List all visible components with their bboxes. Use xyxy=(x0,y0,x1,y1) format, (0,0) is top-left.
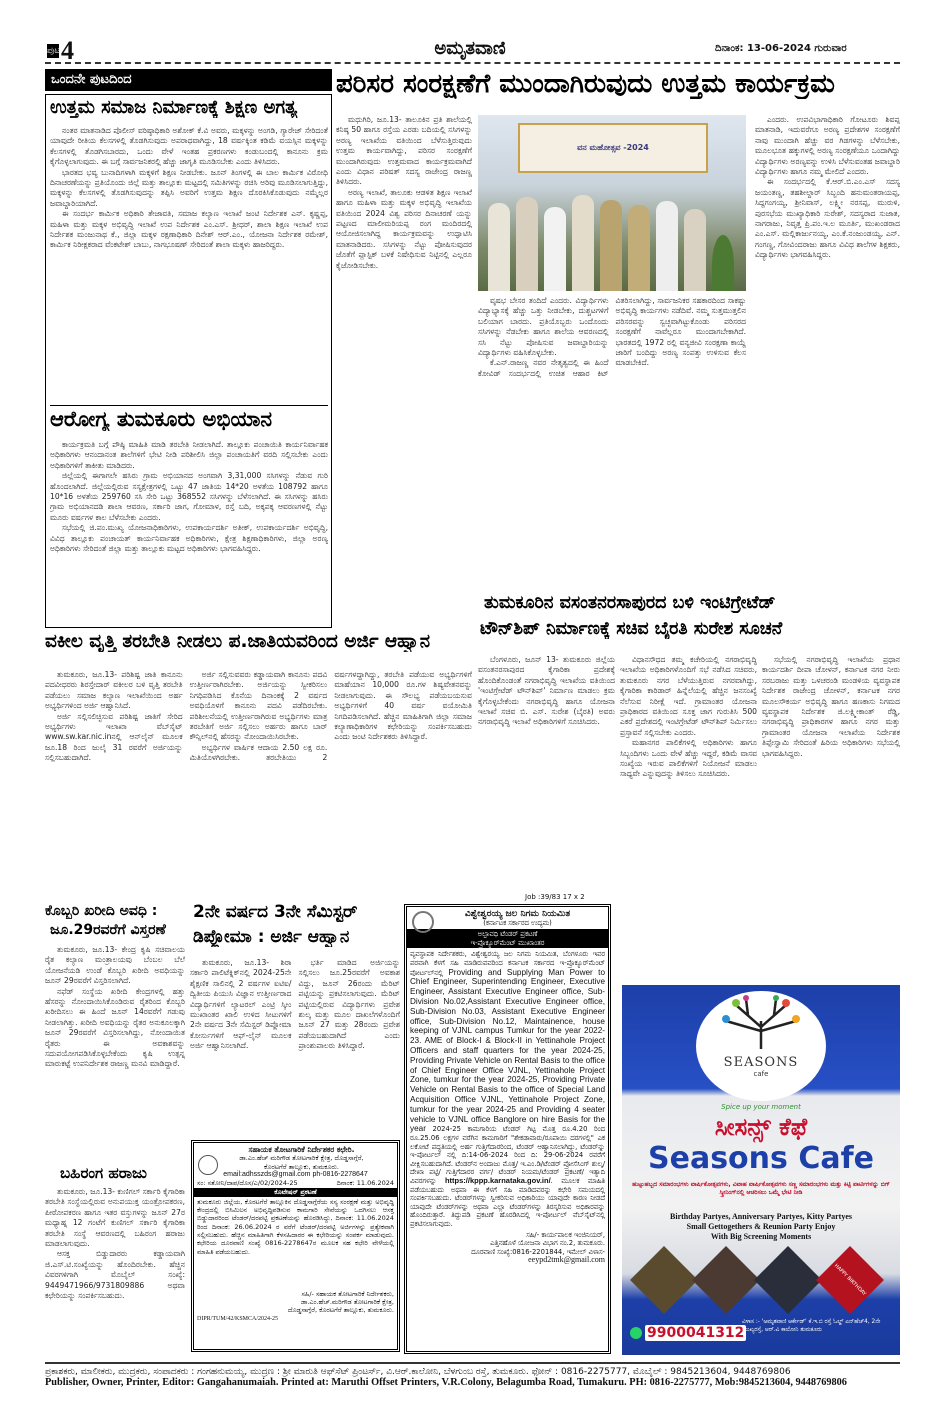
notice-signature: ಸಹಿ/- ಸಹಾಯಕ ತೋಟಗಾರಿಕೆ ನಿರ್ದೇಶಕರು, xyxy=(301,1289,394,1298)
photo-banner: ವನ ಮಹೋತ್ಸವ -2024 xyxy=(518,123,708,173)
tender-signature: ಸಹಿ/- ಕಾರ್ಯಪಾಲಕ ಇಂಜಿನಿಯರ್, xyxy=(526,1230,605,1239)
section-bar: ಒಂದನೇ ಪುಟದಿಂದ xyxy=(45,69,332,91)
article-headline: ಆರೋಗ್ಯ ತುಮಕೂರು ಅಭಿಯಾನ xyxy=(50,405,328,431)
tender-bar: ಅಲ್ಪಾವಧಿ ಟೆಂಡರ್ ಪ್ರಕಟಣೆ xyxy=(477,930,538,939)
notice-dipr: DIPR/TUM/42/KSMCA/2024-25 xyxy=(197,1315,279,1322)
article-headline: ತುಮಕೂರಿನ ವಸಂತನರಸಾಪುರದ ಬಳಿ ಇಂಟಿಗ್ರೇಟೆಡ್ xyxy=(484,594,776,613)
tender-org: ವಿಶ್ವೇಶ್ವರಯ್ಯ ಜಲ ನಿಗಮ ನಿಯಮಿತ xyxy=(464,909,571,919)
notice-date: ದಿನಾಂಕ: 11.06.2024 xyxy=(336,1179,394,1188)
tender-url[interactable]: https://kppp.karnataka.gov.in/ xyxy=(444,1176,551,1186)
tender-signature: ಎತ್ತಿನಹೊಳೆ ಯೋಜನಾ ವಿಭಾಗ ನಂ.2, ತುಮಕೂರು. xyxy=(490,1239,605,1248)
article-body: ಕಾರ್ಯಕ್ರಮತಿ ಬಗ್ಗೆ ಪೌಷ್ಠಿ ಮಾಹಿತಿ ಮಾಡಿ ತರಬೇತಿ ನೀಡಲಾಗಿದೆ. ತಾಲ್ಲೂಕು ಪಂಚಾಯಿತಿ ಕಾರ್ಯನಿರ್ವಾಹಕ ಅಧಿಕಾರಿಗಳು ಆನಂದಾನಂತ ಶಾಲೆಗಳಿಗೆ ಭೇಟಿ ನೀಡಿ ಪರಿಶೀಲಿಸಿ ಜಿಲ್ಲಾ ಪಂಚಾಯತಿಗೆ ವರದಿ ಸಲ್ಲಿಸಬೇಕು ಎಂದು ಅಧಿಕಾರಿಗಳಿಗೆ ತಾಕೀತು ಮಾಡಿದರು. ಜಿಲ್ಲೆಯಲ್ಲಿ ಈಗಾಗಲೇ ಹಸಿರು ಗ್ರಾಮ ಅಭಿಯಾನದ ಅಂಗವಾಗಿ 3,31,000 ಸಸಿಗಳನ್ನು ನೆಡುವ ಗುರಿ ಹೊಂದಲಾಗಿದೆ. ಜಿಲ್ಲೆಯಲ್ಲಿರುವ ಸಸ್ಯಕ್ಷೇತ್ರಗಳಲ್ಲಿ ಒಟ್ಟು 47 ಜಾತಿಯ 14*20 ಅಳತೆಯ 108792 ಹಾಗೂ 10*16 ಅಳತೆಯ 259760 ಸಸಿ ಸೇರಿ ಒಟ್ಟು 368552 ಸಸಿಗಳನ್ನು ಬೆಳೆಸಲಾಗಿದೆ. ಈ ಸಸಿಗಳನ್ನು ಹಸಿರು ಗ್ರಾಮ ಅಭಿಯಾನದಡಿ ಶಾಲಾ ಆವರಣ, ಸರ್ಕಾರಿ ಜಾಗ, ಗೋಮಾಳ, ರಸ್ತೆ ಬದಿ, ಅಕ್ಕಪಕ್ಕ ಆವರಣಗಳಲ್ಲಿ ನೆಟ್ಟು ಮೂರು ವರ್ಷಗಳ ಕಾಲ ಬೆಳೆಸಬೇಕು ಎಂದರು. ಸಭೆಯಲ್ಲಿ ಜಿ.ಪಂ.ಮುಖ್ಯ ಯೋಜನಾಧಿಕಾರಿಗಳು, ಉಪಕಾರ್ಯದರ್ಶಿ ಅತೀಕ್, ಉಪಕಾರ್ಯದರ್ಶಿ ಅಭಿವೃದ್ಧಿ, ವಿವಿಧ ತಾಲ್ಲೂಕು ಪಂಚಾಯತ್ ಕಾರ್ಯನಿರ್ವಾಹಕ ಅಧಿಕಾರಿಗಳು, ಕ್ಷೇತ್ರ ಶಿಕ್ಷಣಾಧಿಕಾರಿಗಳು, ಜಿಲ್ಲಾ ಅರಣ್ಯ ಅಧಿಕಾರಿಗಳು ಸೇರಿದಂತೆ ಜಿಲ್ಲಾ ಮತ್ತು ತಾಲ್ಲೂಕು ಮಟ್ಟದ ಅಧಿಕಾರಿಗಳು ಭಾಗವಹಿಸಿದ್ದರು. xyxy=(50,440,328,554)
article-headline: ಜೂ.29ರವರೆಗೆ ವಿಸ್ತರಣೆ xyxy=(50,923,166,938)
notice-body: ತುಮಕೂರು ಜಿಲ್ಲೆಯ, ಕೊರಟಗೆರೆ ತಾಲ್ಲೂಕಿನ ದೊಡ್ಡಸಾಗ್ಗೆರೆಯ ಸಸ್ಯ ಸಂರಕ್ಷಣೆ ಮತ್ತು ಅಭಿವೃದ್ಧಿ ಕೇಂದ್ರದಲ್ಲಿ ಬಿಸಿಮಿಲನ ಅಭಿವೃದ್ಧಿಪಡಿಸುವ ಕಾಮಗಾರಿ ಸೇವೆಯನ್ನು ಒದಗಿಸಲು ಆಸಕ್ತ ಬಿಡ್ಡುದಾರರಿಂದ ಟೆಂಡರ್/ದರಪಟ್ಟಿ ಪ್ರಕಟಣೆಯನ್ನು ಹೊರಡಿಸಿದ್ದು, ದಿನಾಂಕ: 11.06.2024 ರಿಂದ ದಿನಾಂಕ: 26.06.2024 ರ ವರೆಗೆ ಟೆಂಡರ್/ದರಪಟ್ಟಿ ಅರ್ಜಿಗಳನ್ನು ಪ್ರತ್ಯೇಕವಾಗಿ ಸಲ್ಲಿಸಬಹುದು. ಹೆಚ್ಚಿನ ಮಾಹಿತಿಗಾಗಿ ಕೆಳಸಹಿದಾರರ ಈ ಕಛೇರಿಯನ್ನು ಸಂಪರ್ಕ ಮಾಡುವುದು. ಕಛೇರಿಯ ದೂರವಾಣಿ ಸಂಖ್ಯೆ 0816-2278647ರ ಮೂಲಕ ಸಹ ಕಛೇರಿ ವೇಳೆಯಲ್ಲಿ ಮಾಹಿತಿ ಪಡೆಯಬಹುದು. xyxy=(197,1197,394,1256)
notice-address: ಕೊರಟಗೆರೆ ತಾಲ್ಲೂಕು, ತುಮಕೂರು. xyxy=(264,1162,339,1171)
article-body: ತುಮಕೂರು, ಜೂ.13- ಕೇಂದ್ರ ಕೃಷಿ ಸಚಿವಾಲಯ ರೈತ ಕಲ್ಯಾಣ ಮಂತ್ರಾಲಯವು ಬೆಂಬಲ ಬೆಲೆ ಯೋಜನೆಯಡಿ ಉಂಡೆ ಕೊಬ್ಬರಿ ಖರೀದಿ ಅವಧಿಯನ್ನು ಜೂನ್ 29ರವರೆಗೆ ವಿಸ್ತರಿಸಲಾಗಿದೆ. ನಫೆಡ್ ಸಂಸ್ಥೆಯ ಖರೀದಿ ಕೇಂದ್ರಗಳಲ್ಲಿ ಹತ್ತು ಹೆಸರನ್ನು ನೋಂದಾಯಿಸಿಕೊಂಡಿರುವ ರೈತರಿಂದ ಕೊಬ್ಬರಿ ಖರೀದಿಸಲು ಈ ಹಿಂದೆ ಜೂನ್ 14ರವರೆಗೆ ಗಡುವು ನೀಡಲಾಗಿತ್ತು. ಖರೀದಿ ಅವಧಿಯನ್ನು ರೈತರ ಅನುಕೂಲಕ್ಕಾಗಿ ಜೂನ್ 29ರವರೆಗೆ ವಿಸ್ತರಿಸಲಾಗಿದ್ದು, ನೋಂದಾಯಿತ ರೈತರು ಈ ಅವಕಾಶವನ್ನು ಸದುಪಯೋಗಪಡಿಸಿಕೊಳ್ಳಬೇಕೆಂದು ಕೃಷಿ ಉತ್ಪನ್ನ ಮಾರುಕಟ್ಟೆ ಉಪನಿರ್ದೇಶಕ ರಾಜಣ್ಣ ಮನವಿ ಮಾಡಿದ್ದಾರೆ. xyxy=(45,945,185,1069)
issue-date: ದಿನಾಂಕ: 13-06-2024 ಗುರುವಾರ xyxy=(715,43,847,54)
article-body: ತುಮಕೂರು, ಜೂ.13- ಶಿರಾ ಸರ್ಕಾರಿ ಪಾಲಿಟೆಕ್ನಿಕ್‌ನಲ್ಲಿ 2024-25ನೇ ಶೈಕ್ಷಣಿಕ ಸಾಲಿನಲ್ಲಿ 2 ವರ್ಷಗಳ ಐಟಿಐ/ದ್ವಿತೀಯ ಪಿಯುಸಿ ವಿಜ್ಞಾನ ಉತ್ತೀರ್ಣರಾದ ವಿದ್ಯಾರ್ಥಿಗಳಿಗೆ ಲ್ಯಾಟರಲ್ ಎಂಟ್ರಿ ಸ್ಕೀಂ ಮುಖಾಂತರ ಖಾಲಿ ಉಳಿದ ಸೀಟುಗಳಿಗೆ 2ನೇ ವರ್ಷದ 3ನೇ ಸೆಮಿಸ್ಟರ್ ಡಿಪ್ಲೋಮಾ ಕೋರ್ಸುಗಳಿಗೆ ಆಫ್‌-ಲೈನ್ ಮೂಲಕ ಅರ್ಜಿ ಆಹ್ವಾನಿಸಲಾಗಿದೆ. ಭರ್ತಿ ಮಾಡಿದ ಅರ್ಜಿಯನ್ನು ಸಲ್ಲಿಸಲು ಜೂ.25ರವರೆಗೆ ಅವಕಾಶ ವಿದ್ದು, ಜೂನ್ 26ರಂದು ಮೆರಿಟ್ ಪಟ್ಟಿಯನ್ನು ಪ್ರಕಟಿಸಲಾಗುವುದು. ಮೆರಿಟ್ ಪಟ್ಟಿಯಲ್ಲಿರುವ ವಿದ್ಯಾರ್ಥಿಗಳು ಪ್ರವೇಶ ಶುಲ್ಕ ಮತ್ತು ಮೂಲ ದಾಖಲೆಗಳೊಂದಿಗೆ ಜೂನ್ 27 ಮತ್ತು 28ರಂದು ಪ್ರವೇಶ ಪಡೆಯಬಹುದಾಗಿದೆ ಎಂದು ಪ್ರಾಂಶುಪಾಲರು ತಿಳಿಸಿದ್ದಾರೆ. xyxy=(190,958,400,1051)
article-headline: ಟೌನ್‌ಶಿಪ್ ನಿರ್ಮಾಣಕ್ಕೆ ಸಚಿವ ಬೈರತಿ ಸುರೇಶ ಸೂಚನೆ xyxy=(480,620,783,639)
whatsapp-icon xyxy=(630,1327,642,1339)
ad-tagline: Spice up your moment xyxy=(721,1103,801,1111)
ad-phone: 9900041312 xyxy=(630,1325,746,1341)
notice-bar: ಕೊಟೇಷನ್ ಪ್ರಕಟಣೆ xyxy=(194,1188,397,1196)
tender-notice xyxy=(404,904,611,1354)
birthday-banner: HAPPY BIRTHDAY xyxy=(816,1246,884,1314)
article-headline: ವಕೀಲ ವೃತ್ತಿ ತರಬೇತಿ ನೀಡಲು ಪ.ಜಾತಿಯವರಿಂದ ಅರ್ಜಿ ಆಹ್ವಾನ xyxy=(45,632,431,652)
article-body: ಸಭೆಯಲ್ಲಿ ನಗರಾಭಿವೃದ್ಧಿ ಇಲಾಖೆಯ ಪ್ರಧಾನ ಕಾರ್ಯದರ್ಶಿ ದೀಪಾ ಚೋಳನ್, ಕರ್ನಾಟಕ ನಗರ ನೀರು ಸರಬರಾಜು ಮತ್ತು ಒಳಚರಂಡಿ ಮಂಡಳಿಯ ವ್ಯವಸ್ಥಾಪಕ ನಿರ್ದೇಶಕ ರಾಜೇಂದ್ರ ಚೋಳನ್, ಕರ್ನಾಟಕ ನಗರ ಮೂಲಸೌಕರ್ಯ ಅಭಿವೃದ್ಧಿ ಹಾಗೂ ಹಣಕಾಸು ನಿಗಮದ ವ್ಯವಸ್ಥಾಪಕ ನಿರ್ದೇಶಕ ಜಿ.ಲಕ್ಷ್ಮೀಕಾಂತ್ ರೆಡ್ಡಿ, ನಗರಾಭಿವೃದ್ಧಿ ಪ್ರಾಧಿಕಾರಗಳ ಹಾಗೂ ನಗರ ಮತ್ತು ಗ್ರಾಮಾಂತರ ಯೋಜನಾ ಇಲಾಖೆಯ ನಿರ್ದೇಶಕ ತಿಪ್ಪೇಸ್ವಾಮಿ ಸೇರಿದಂತೆ ಹಿರಿಯ ಅಧಿಕಾರಿಗಳು ಸಭೆಯಲ್ಲಿ ಭಾಗವಹಿಸಿದ್ದರು. xyxy=(762,655,900,758)
imprint-english: Publisher, Owner, Printer, Editor: Gangahanumaiah. Printed at: Maruthi Offset Printers, V.R.Colony, Belagumba Road, Tumakuru. PH: 0816-2275777, Mob:9845213604, 9448769806 xyxy=(45,1377,847,1388)
masthead: ಅಮೃತವಾಣಿ xyxy=(434,38,506,59)
imprint-footer xyxy=(45,1362,900,1388)
article-body: ತುಮಕೂರು, ಜೂ.13- ಕುಣಿಗಲ್ ಸರ್ಕಾರಿ ಕೈಗಾರಿಕಾ ತರಬೇತಿ ಸಂಸ್ಥೆಯಲ್ಲಿರುವ ಅನುಪಯುಕ್ತ ಯಂತ್ರೋಪಕರಣ, ಪೀಠೋಪಕರಣ ಹಾಗೂ ಇತರ ವಸ್ತುಗಳನ್ನು ಜೂನ್ 27ರ ಮಧ್ಯಾಹ್ನ 12 ಗಂಟೆಗೆ ಕುಣಿಗಲ್ ಸರ್ಕಾರಿ ಕೈಗಾರಿಕಾ ತರಬೇತಿ ಸಂಸ್ಥೆ ಆವರಣದಲ್ಲಿ ಬಹಿರಂಗ ಹರಾಜು ಮಾಡಲಾಗುವುದು. ಆಸಕ್ತ ಬಿಡ್ಡುದಾರರು ಕಡ್ಡಾಯವಾಗಿ ಜಿ.ಎಸ್.ಟಿ.ಸಂಖ್ಯೆಯನ್ನು ಹೊಂದಿರಬೇಕು. ಹೆಚ್ಚಿನ ವಿವರಗಳಿಗಾಗಿ ಮೊಬೈಲ್ ಸಂಖ್ಯೆ: 9449471966/9731809886 ಅಥವಾ ಕಛೇರಿಯನ್ನು ಸಂಪರ್ಕಿಸಬಹುದು. xyxy=(45,1187,185,1301)
tender-sub: (ಕರ್ನಾಟಕ ಸರ್ಕಾರದ ಉದ್ಯಮ) xyxy=(483,918,552,927)
article-body: ವೃಷಭ ಬೇಸರ ತಂದಿದೆ ಎಂದರು. ವಿದ್ಯಾರ್ಥಿಗಳು ವಿದ್ಯಾಭ್ಯಾಸಕ್ಕೆ ಹೆಚ್ಚು ಒತ್ತು ನೀಡಬೇಕು, ದುಶ್ಚಟಗಳಿಗೆ ಬಲಿಯಾಗ ಬಾರದು. ಪ್ರತಿಯೊಬ್ಬರು ಒಂದೊಂದು ಸಸಿಗಳನ್ನು ನೆಡಬೇಕು ಹಾಗೂ ಶಾಲೆಯ ಆವರಣದಲ್ಲಿ ಸಸಿ ನೆಟ್ಟು ಪೋಷಿಸುವ ಜವಾಬ್ದಾರಿಯನ್ನು ವಿದ್ಯಾರ್ಥಿಗಳು ವಹಿಸಿಕೊಳ್ಳಬೇಕು. ಕೆ.ಎನ್.ರಾಜಣ್ಣ ನವರ ನೇತೃತ್ವದಲ್ಲಿ ಈ ಹಿಂದೆ ಕೋವಿಡ್ ಸಂದರ್ಭದಲ್ಲಿ ಉಚಿತ ಆಹಾರ ಕಿಟ್ ವಿತರಿಸಲಾಗಿದ್ದು, ಸಾರ್ವಜನಿಕರ ಸಹಕಾರದಿಂದ ಸಾಕಷ್ಟು ಅಭಿವೃದ್ಧಿ ಕಾರ್ಯಗಳು ನಡೆದಿವೆ. ನಮ್ಮ ಸುತ್ತಮುತ್ತಲಿನ ಪರಿಸರವನ್ನು ಸ್ವಚ್ಛವಾಗಿಟ್ಟುಕೊಂಡು ಪರಿಸರದ ಸಂರಕ್ಷಣೆಗೆ ನಾವೆಲ್ಲರೂ ಮುಂದಾಗಬೇಕಾಗಿದೆ. ಭಾರತದಲ್ಲಿ 1972 ರಲ್ಲಿ ವನ್ಯಜೀವಿ ಸಂರಕ್ಷಣಾ ಕಾಯ್ದೆ ಜಾರಿಗೆ ಬಂದಿದ್ದು ಅರಣ್ಯ ಸಂಪತ್ತು ಉಳಿಸುವ ಕೆಲಸ ಮಾಡಬೇಕಿದೆ. xyxy=(478,296,746,378)
cafe-logo: SEASONS cafe xyxy=(696,991,826,1101)
ad-address: ವಿಳಾಸ :- 'ಅಮೃತವಾಣಿ ಆರ್ಕೇಡ್' ಕೆ.ಇ.ಬಿ ರಸ್ತೆ ಓಲ್ಡ್ ಎನ್‌ಹೆಚ್4, 2ನೇ ಮುಖ್ಯರಸ್ತೆ, ಆರ್.ವಿ ಕಾಲೋನಿ ತುಮಕೂರು xyxy=(742,1319,881,1333)
article-headline: ಡಿಪ್ಲೋಮಾ : ಅರ್ಜಿ ಆಹ್ವಾನ xyxy=(193,928,350,947)
page-label: ಪುಟ xyxy=(47,46,61,56)
article-headline: ಬಹಿರಂಗ ಹರಾಜು xyxy=(60,1165,147,1182)
tree-icon xyxy=(696,991,826,1051)
ad-name-kannada: ಸೀಸನ್ಸ್ ಕೆಫೆ xyxy=(714,1113,808,1141)
article-headline: 2ನೇ ವರ್ಷದ 3ನೇ ಸೆಮಿಸ್ಟರ್ xyxy=(193,903,358,922)
notice-signature: ಡಾ.ಎಂ.ಹೆಚ್.ಮರಿಗೌಡ ತೋಟಗಾರಿಕೆ ಕ್ಷೇತ್ರ, xyxy=(300,1298,394,1307)
notice-ref: ಸಂ: ಸತೋನಿ/ದಾಪ/ದೊಸ/ಎ/02/2024-25 xyxy=(197,1179,298,1188)
vjnl-logo-icon xyxy=(412,911,434,933)
article-headline: ಕೊಬ್ಬರಿ ಖರೀದಿ ಅವಧಿ : xyxy=(45,904,158,919)
tender-signature: ದೂರವಾಣಿ ಸಂಖ್ಯೆ:0816-2201844, ಇಮೇಲ್ ವಿಳಾಸ- xyxy=(471,1247,605,1256)
tender-body: 2024-25 ಕಾಮಗಾರಿಯ ಟೆಂಡರ್ ಗಿಟ್ಟ ಮೊತ್ತ ರೂ.4.20 ರಿಂದ ರೂ.25.06 ಲಕ್ಷಗಳ ವರೆಗಿನ ಕಾಮಗಾರಿಗೆ "ಶೇಕಡಾವಾರು/ರೂಪಾಯಿ ದರಗಳಲ್ಲಿ" ಎಕ ಲಕೋಟೆ ಪದ್ಧತಿಯಲ್ಲಿ ಅರ್ಹ ಗುತ್ತಿಗೆದಾರರಿಂದ, ಟೆಂಡರ್ ಆಹ್ವಾನಿಸಲಾಗಿದ್ದು, ಟೆಂಡರ್‌ನ್ನು ಇ-ಪೋರ್ಟಲ್ ನಲ್ಲಿ ದಿ:14-06-2024 ರಿಂದ ದಿ: 29-06-2024 ರವರೆಗೆ ವೀಕ್ಷಿಸಬಹುದಾಗಿದೆ. ಟೆಂಡರ್‌ನ ಅಂದಾಜು ಮೊತ್ತ/ ಇ.ಎಂ.ಡಿ/ಟೆಂಡರ್ ಪ್ರೋಸೆಸಿಂಗ್ ಶುಲ್ಕ/ದೇಖಾ ಪಟ್ಟಿ/ ಗುತ್ತಿಗೆದಾರರ ವರ್ಗ/ ಟೆಂಡರ್ ನಿಯಮ/ಟೆಂಡರ್ ಪ್ರಕಟಣೆ/ ಇತ್ಯಾದಿ ವಿವರಗಳನ್ನು xyxy=(410,1125,605,1186)
tender-email: eeypd2tmk@gmail.com xyxy=(528,1255,605,1265)
header-divider xyxy=(45,62,900,64)
article-body: ನಂತರ ಮಾತನಾಡಿದ ಪೊಲೀಸ್ ವರಿಷ್ಠಾಧಿಕಾರಿ ಅಶೋಕ್ ಕೆ.ವಿ ಅವರು, ಮಕ್ಕಳನ್ನು ಅಂಗಡಿ, ಗ್ಯಾರೇಜ್ ಸೇರಿದಂತೆ ಯಾವುದೇ ರೀತಿಯ ಕೆಲಸಗಳಲ್ಲಿ ತೊಡಗಿಸುವುದು ಅಪರಾಧವಾಗಿದ್ದು, 18 ವರ್ಷಕ್ಕಿಂತ ಕಡಿಮೆ ವಯಸ್ಸಿನ ಮಕ್ಕಳನ್ನು ಕೆಲಸಗಳಲ್ಲಿ ತೊಡಗಿಸಬಾರದು, ಒಂದು ವೇಳೆ ಇಂತಹ ಪ್ರಕರಣಗಳು ಕಂಡುಬಂದಲ್ಲಿ ಕಾನೂನು ಕ್ರಮ ಕೈಗೊಳ್ಳಲಾಗುವುದು. ಈ ಬಗ್ಗೆ ಸಾರ್ವಜನಿಕರಲ್ಲಿ ಹೆಚ್ಚು ಜಾಗೃತಿ ಮೂಡಿಸಬೇಕು ಎಂದು ತಿಳಿಸಿದರು. ಭಾರತದ ಭವ್ಯ ಬುನಾದಿಗಳಾಗಿ ಮಕ್ಕಳಿಗೆ ಶಿಕ್ಷಣ ನೀಡಬೇಕು. ಜೂನ್ ತಿಂಗಳಲ್ಲಿ ಈ ಬಾಲ ಕಾರ್ಮಿಕ ವಿರೋಧಿ ದಿನಾಚರಣೆಯನ್ನು ಪ್ರತಿಯೊಂದು ಜಿಲ್ಲೆ ಮತ್ತು ತಾಲ್ಲೂಕು ಮಟ್ಟದಲ್ಲಿ ಸಮಿತಿಗಳನ್ನು ರಚಿಸಿ ಅರಿವು ಮೂಡಿಸಲಾಗುತ್ತಿದ್ದು, ಮಕ್ಕಳನ್ನು ಕೆಲಸಗಳಲ್ಲಿ ತೊಡಗಿಸುವುದನ್ನು ತಪ್ಪಿಸಿ ಅವರಿಗೆ ಉತ್ತಮ ಶಿಕ್ಷಣ ದೊರಕಿಸಿಕೊಡುವುದು ನಮ್ಮೆಲ್ಲರ ಜವಾಬ್ದಾರಿಯಾಗಿದೆ. ಈ ಸಂದರ್ಭ ಕಾರ್ಮಿಕ ಅಧಿಕಾರಿ ತೇಜಾವತಿ, ಸಮಾಜ ಕಲ್ಯಾಣ ಇಲಾಖೆ ಜಂಟಿ ನಿರ್ದೇಶಕ ಎನ್. ಕೃಷ್ಣಪ್ಪ, ಮಹಿಳಾ ಮತ್ತು ಮಕ್ಕಳ ಅಭಿವೃದ್ಧಿ ಇಲಾಖೆ ಉಪ ನಿರ್ದೇಶಕ ಎಂ.ಎಸ್. ಶ್ರೀಧರ್, ಶಾಲಾ ಶಿಕ್ಷಣ ಇಲಾಖೆ ಉಪ ನಿರ್ದೇಶಕ ಮಂಜುನಾಥ ಕೆ., ಜಿಲ್ಲಾ ಮಕ್ಕಳ ರಕ್ಷಣಾಧಿಕಾರಿ ದಿನೇಶ್ ಆರ್.ಎಂ., ಯೋಜನಾ ನಿರ್ದೇಶಕ ರಮೇಶ್, ಕಾರ್ಮಿಕ ನಿರೀಕ್ಷಕರಾದ ವೆಂಕಟೇಶ್ ಬಾಬು, ನಾಗಭೂಷಣ್ ಸೇರಿದಂತೆ ಶಾಲಾ ಮಕ್ಕಳು ಹಾಜರಿದ್ದರು. xyxy=(50,126,328,250)
job-reference: Job :39/83 17 x 2 xyxy=(525,893,585,901)
ad-desc-english: With Big Screening Moments xyxy=(710,1232,812,1241)
govt-emblem-icon xyxy=(198,1155,218,1175)
notice-signature: ದೊಡ್ಡಸಾಗ್ಗೆರೆ, ಕೊರಟಗೆರೆ ತಾಲ್ಲೂಕು, ತುಮಕೂರು. xyxy=(287,1306,394,1315)
ad-photo-strip xyxy=(632,1250,890,1315)
notice-org: ಸಹಾಯಕ ತೋಟಗಾರಿಕೆ ನಿರ್ದೇಶಕರ ಕಛೇರಿ. xyxy=(248,1145,355,1154)
main-headline: ಪರಿಸರ ಸಂರಕ್ಷಣೆಗೆ ಮುಂದಾಗಿರುವುದು ಉತ್ತಮ ಕಾರ್ಯಕ್ರಮ xyxy=(336,70,835,99)
tender-intro: ವ್ಯವಸ್ಥಾಪಕ ನಿರ್ದೇಶಕರು, ವಿಶ್ವೇಶ್ವರಯ್ಯ ಜಲ ನಿಗಮ ನಿಯಮಿತ, ಬೆಂಗಳೂರು ಇವರ ಪರವಾಗಿ ಕೆಳಗೆ ಸಹಿ ಮಾಡಿರುವವರಿಂದ ಕರ್ನಾಟಕ ಸರ್ಕಾರದ ಇ-ಪ್ರೊಕ್ಯೂರ್‌ಮೆಂಟ್ ಪೋರ್ಟಲ್‌ನಲ್ಲಿ xyxy=(410,950,605,977)
article-body: ವಿಧಾನಸೌಧದ ತಮ್ಮ ಕಚೇರಿಯಲ್ಲಿ ನಗರಾಭಿವೃದ್ಧಿ ಇಲಾಖೆಯ ಅಧಿಕಾರಿಗಳೊಂದಿಗೆ ಸಭೆ ನಡೆಸಿದ ಸಚಿವರು, ತುಮಕೂರು ನಗರ ಬೆಳೆಯುತ್ತಿರುವ ನಗರವಾಗಿದ್ದು, ಕೈಗಾರಿಕಾ ಕಾರಿಡಾರ್ ಹಿನ್ನೆಲೆಯಲ್ಲಿ ಹೆಚ್ಚಿನ ಜನಸಂಖ್ಯೆ ನೆಲೆಸುವ ನಿರೀಕ್ಷೆ ಇದೆ. ಗ್ರಾಮಾಂತರ ಯೋಜನಾ ಪ್ರಾಧಿಕಾರದ ವತಿಯಿಂದ ಸೂಕ್ತ ಜಾಗ ಗುರುತಿಸಿ 500 ಎಕರೆ ಪ್ರದೇಶದಲ್ಲಿ ಇಂಟಿಗ್ರೇಟೆಡ್ ಟೌನ್‌ಶಿಪ್ ನಿರ್ಮಿಸಲು ಪ್ರಸ್ತಾವನೆ ಸಲ್ಲಿಸಬೇಕು ಎಂದರು. ಮಹಾನಗರ ಪಾಲಿಕೆಗಳಲ್ಲಿ ಅಧಿಕಾರಿಗಳು ಹಾಗೂ ಸಿಬ್ಬಂದಿಗಳು ಒಂದು ವೇಳೆ ಹೆಚ್ಚು ಇದ್ದರೆ, ಕಡಿಮೆ ವಾಸವ ಸಂಖ್ಯೆಯ ಇರುವ ಪಾಲಿಕೆಗಳಿಗೆ ನಿಯೋಜನೆ ಮಾಡಲು ಸಾಧ್ಯವೇ ಎನ್ನುವುದನ್ನು ತಿಳಿಸಲು ಸೂಚಿಸಿದರು. xyxy=(620,655,757,779)
event-photo xyxy=(478,115,746,291)
quotation-notice xyxy=(191,1140,400,1352)
ad-name-english: Seasons Cafe xyxy=(648,1141,874,1176)
article-body: ಎಂದರು. ಉಪವಿಭಾಗಾಧಿಕಾರಿ ಗೋಟೂರು ಶಿವಪ್ಪ ಮಾತನಾಡಿ, ಇದುವರೆಗೂ ಅರಣ್ಯ ಪ್ರದೇಶಗಳ ಸಂರಕ್ಷಣೆಗೆ ನಾವು ಮುಂದಾಗಿ ಹೆಚ್ಚು ವರ ಗಿಡಗಳನ್ನು ಬೆಳೆಸಬೇಕು, ಮೂಲಭೂತ ಹಕ್ಕುಗಳಲ್ಲಿ ಅರಣ್ಯ ಸಂರಕ್ಷಣೆಯೂ ಒಂದಾಗಿದ್ದು ವಿದ್ಯಾರ್ಥಿಗಳು ಅರಣ್ಯವನ್ನು ಉಳಿಸಿ ಬೆಳೆಸುವಂತಹ ಜವಾಬ್ದಾರಿ ವಿದ್ಯಾರ್ಥಿಗಳು ಹಾಗೂ ನಮ್ಮ ಮೇಲಿದೆ ಎಂದರು. ಈ ಸಂದರ್ಭದಲ್ಲಿ ಕೆ.ಆರ್.ಬಿ.ಎಂ.ಎಸ್ ಸದಸ್ಯ ಜಯಂತಣ್ಣ, ತಹಶೀಲ್ದಾರ್ ಸಿಬ್ಬಂದಿ ಹನುಮಂತರಾಯಪ್ಪ, ಸಿದ್ದಗಂಗಯ್ಯ, ಶ್ರೀನಿವಾಸ್, ಲಕ್ಷ್ಮೀ ನರಸಪ್ಪ, ಮುರುಳಿ, ಪುರಸಭೆಯ ಮುಖ್ಯಾಧಿಕಾರಿ ಸುರೇಶ್, ಸದಸ್ಯರಾದ ಸುಜಾತ, ನಾಗರಾಜು, ನಿವೃತ್ತ ಪ್ರಿ.ಪಂ.ಇ.ಲ ಮೂರ್ತಿ, ಮುಖಂಡರಾದ ಎಂ.ಎಸ್. ಮಲ್ಲಿಕಾರ್ಜುನಯ್ಯ, ಎಂ.ಕೆ.ನಂಜುಂಡಯ್ಯ, ಎನ್. ಗಂಗಣ್ಣ, ಗೋವಿಂದರಾಜು ಹಾಗೂ ವಿವಿಧ ಶಾಲೆಗಳ ಶಿಕ್ಷಕರು, ವಿದ್ಯಾರ್ಥಿಗಳು ಭಾಗವಹಿಸಿದ್ದರು. xyxy=(755,115,900,260)
tender-works: Providing and Supplying Man Power to Chief Engineer, Superintending Engineer, Executive Engineer, Assistant Executive Engineer office, Sub-Division No.02,Assistant Executive Engineer office, Sub-Division No.03, Assistant Executive Engineer office, Sub-Division No.12, Maintainence, house keeping of VJNL campus Tumkur for the year 2022-23. AME of Block-I & Block-II in Yettinahole Project Officers and staff quarters for the year 2024-25, Providing Private Vehicle on Rental Basis to the office of Chief Engineer Office VJNL, Yettinahole Project Zone, tumkur for the year 2024-25, Providing Private Vehicle on Rental Basis to the office of Special Land Acquisition Office VJNL, Yettinahole Project Zone, tumkur for the year 2024-25 and Providing 4 seater vehicle to VJNL office Banglore on hire Basis for the year xyxy=(410,967,605,1134)
notice-address: ಡಾ.ಎಂ.ಹೆಚ್ ಮರಿಗೌಡ ತೋಟಗಾರಿಕೆ ಕ್ಷೇತ್ರ, ದೊಡ್ಡಸಾಗ್ಗೆರೆ, xyxy=(239,1154,364,1163)
imprint-kannada: ಪ್ರಕಾಶಕರು, ಮಾಲೀಕರು, ಮುದ್ರಕರು, ಸಂಪಾದಕರು : ಗಂಗಹನುಮಯ್ಯ, ಮುದ್ರಣ : ಶ್ರೀ ಮಾರುತಿ ಆಫ್‌ಸೆಟ್ ಪ್ರಿಂಟರ್ಸ್, ವಿ.ಆರ್.ಕಾಲೋನಿ, ಬೆಳಗುಂಬ ರಸ್ತೆ, ತುಮಕೂರು. ಫೋನ್ : 0816-2275777, ಮೊಬೈಲ್ : 9845213604, 9448769806 xyxy=(45,1367,791,1377)
ad-desc-english: Birthday Partyes, Anniversary Partyes, Kitty Partyes xyxy=(670,1212,852,1221)
seasons-cafe-ad xyxy=(622,985,900,1355)
ad-desc-english: Small Gettogethers & Reunion Party Enjoy xyxy=(686,1222,836,1231)
article-body: ತುಮಕೂರು, ಜೂ.13- ಪರಿಶಿಷ್ಟ ಜಾತಿ ಕಾನೂನು ಪದವೀಧರರು ಶಿರಸ್ತೇದಾರ್ ವಕೀಲರ ಬಳಿ ವೃತ್ತಿ ತರಬೇತಿ ಪಡೆಯಲು ಸಮಾಜ ಕಲ್ಯಾಣ ಇಲಾಖೆಯಿಂದ ಅರ್ಹ ಅಭ್ಯರ್ಥಿಗಳಿಂದ ಅರ್ಜಿ ಆಹ್ವಾನಿಸಿದೆ. ಅರ್ಜಿ ಸಲ್ಲಿಸಲಿಚ್ಛಿಸುವ ಪರಿಶಿಷ್ಟ ಜಾತಿಗೆ ಸೇರಿದ ಅಭ್ಯರ್ಥಿಗಳು ಇಲಾಖಾ ವೆಬ್‌ಸೈಟ್ www.sw.kar.nic.inನಲ್ಲಿ ಆನ್‌ಲೈನ್ ಮೂಲಕ ಜೂ.18 ರಿಂದ ಜುಲೈ 31 ರವರೆಗೆ ಅರ್ಜಿಯನ್ನು ಸಲ್ಲಿಸಬಹುದಾಗಿದೆ. ಅರ್ಜಿ ಸಲ್ಲಿಸುವವರು ಕಡ್ಡಾಯವಾಗಿ ಕಾನೂನು ಪದವಿ ಉತ್ತೀರ್ಣರಾಗಿರಬೇಕು. ಅರ್ಜಿಯನ್ನು ಸ್ವೀಕರಿಸಲು ನಿಗಧಿಪಡಿಸಿದ ಕೊನೆಯ ದಿನಾಂಕಕ್ಕೆ 2 ವರ್ಷದ ಅವಧಿಯೊಳಗೆ ಕಾನೂನು ಪದವಿ ಪಡೆದಿರಬೇಕು. ಪರಿಶೀಲನೆಯಲ್ಲಿ ಉತ್ತೀರ್ಣರಾಗಿರುವ ಅಭ್ಯರ್ಥಿಗಳು ಮಾತ್ರ ತರಬೇತಿಗೆ ಅರ್ಜಿ ಸಲ್ಲಿಸಲು ಅರ್ಹರು ಹಾಗೂ ಬಾರ್ ಕೌನ್ಸಿಲ್‌ನಲ್ಲಿ ಹೆಸರನ್ನು ನೋಂದಾಯಿಸಿರಬೇಕು. ಅಭ್ಯರ್ಥಿಗಳ ವಾರ್ಷಿಕ ಆದಾಯ 2.50 ಲಕ್ಷ ರೂ. ಮಿತಿಯೊಳಗಿರಬೇಕು. ತರಬೇತಿಯು 2 ವರ್ಷಗಳದ್ದಾಗಿದ್ದು, ತರಬೇತಿ ಪಡೆಯುವ ಅಭ್ಯರ್ಥಿಗಳಿಗೆ ಮಾಹೆಯಾನ 10,000 ರೂ.ಗಳ ಶಿಷ್ಯವೇತನವನ್ನು ನೀಡಲಾಗುವುದು. ಈ ಸೌಲಭ್ಯ ಪಡೆಯಬಯಸುವ ಅಭ್ಯರ್ಥಿಗಳಿಗೆ 40 ವರ್ಷ ವಯೋಮಿತಿ ನಿಗದಿಪಡಿಸಲಾಗಿದೆ. ಹೆಚ್ಚಿನ ಮಾಹಿತಿಗಾಗಿ ಜಿಲ್ಲಾ ಸಮಾಜ ಕಲ್ಯಾಣಾಧಿಕಾರಿಗಳ ಕಛೇರಿಯನ್ನು ಸಂಪರ್ಕಿಸಬಹುದು ಎಂದು ಜಂಟಿ ನಿರ್ದೇಶಕರು ತಿಳಿಸಿದ್ದಾರೆ. xyxy=(45,670,472,763)
ad-desc-kannada: ಹುಟ್ಟುಹಬ್ಬದ ಸಮಾರಂಭಗಳು ವಾರ್ಷಿಕೋತ್ಸವಗಳು, ವಿವಾಹ ವಾರ್ಷಿಕೋತ್ಸವಗಳು ಸಣ್ಣ ಸಮಾರಂಭಗಳು ಮತ್ತು ಕಿಟ್ಟಿ ಪಾರ್ಟಿಗಳನ್ನು ಬಿಗ್ ಸ್ಕ್ರೀನಿಂಗ್‌ನಲ್ಲಿ ಆಚರಿಸಲು ಒಮ್ಮೆ ಭೇಟಿ ನೀಡಿ xyxy=(632,1181,890,1196)
page-no: 4 xyxy=(61,36,74,65)
notice-contact: email:adhsszds@gmail.com ph-0816-2278647 xyxy=(223,1170,368,1178)
article-body: ಮಧುಗಿರಿ, ಜೂ.13- ತಾಲೂಕಿನ ಪ್ರತಿ ಶಾಲೆಯಲ್ಲಿ ಕನಿಷ್ಠ 50 ಹಾಗೂ ರಸ್ತೆಯ ಎರಡು ಬದಿಯಲ್ಲಿ ಸಸಿಗಳನ್ನು ಅರಣ್ಯ ಇಲಾಖೆಯ ವತಿಯಿಂದ ಬೆಳೆಸುತ್ತಿರುವುದು ಉತ್ತಮ ಕಾರ್ಯವಾಗಿದ್ದು, ಪರಿಸರ ಸಂರಕ್ಷಣೆಗೆ ಮುಂದಾಗಿರುವುದು ಉತ್ತಮವಾದ ಕಾರ್ಯಕ್ರಮವಾಗಿದೆ ಎಂದು ವಿಧಾನ ಪರಿಷತ್ ಸದಸ್ಯ ರಾಜೇಂದ್ರ ರಾಜಣ್ಣ ತಿಳಿಸಿದರು. ಅರಣ್ಯ ಇಲಾಖೆ, ತಾಲೂಕು ಆಡಳಿತ ಶಿಕ್ಷಣ ಇಲಾಖೆ ಹಾಗೂ ಮಹಿಳಾ ಮತ್ತು ಮಕ್ಕಳ ಅಭಿವೃದ್ಧಿ ಇಲಾಖೆಯ ವತಿಯಿಂದ 2024 ವಿಶ್ವ ಪರಿಸರ ದಿನಾಚರಣೆ ಯನ್ನು ಪಟ್ಟಣದ ಮಾಲೀಮರಿಯಪ್ಪ ರಂಗ ಮಂದಿರದಲ್ಲಿ ಆಯೋಜಿಸಲಾಗಿದ್ದ ಕಾರ್ಯಕ್ರಮವನ್ನು ಉದ್ಘಾಟಿಸಿ ಮಾತನಾಡಿದರು. ಸಸಿಗಳನ್ನು ನೆಟ್ಟು ಪೋಷಿಸುವುದರ ಜೊತೆಗೆ ಪ್ಲಾಸ್ಟಿಕ್ ಬಳಕೆ ನಿಷೇಧಿಸುವ ನಿಟ್ಟಿನಲ್ಲಿ ಎಲ್ಲರೂ ಕೈಜೋಡಿಸಬೇಕು. xyxy=(336,115,472,270)
article-headline: ಉತ್ತಮ ಸಮಾಜ ನಿರ್ಮಾಣಕ್ಕೆ ಶಿಕ್ಷಣ ಅಗತ್ಯ xyxy=(50,98,298,118)
tender-bar: ಇ-ಪ್ರೊಕ್ಯೂರ್‌ಮೆಂಟ್ ಮುಖಾಂತರ xyxy=(470,938,545,947)
article-body: ಬೆಂಗಳೂರು, ಜೂನ್ 13- ತುಮಕೂರು ಜಿಲ್ಲೆಯ ವಸಂತನರಸಾಪುರದ ಕೈಗಾರಿಕಾ ಪ್ರದೇಶಕ್ಕೆ ಹೊಂದಿಕೊಂಡಂತೆ ನಗರಾಭಿವೃದ್ಧಿ ಇಲಾಖೆಯ ವತಿಯಿಂದ 'ಇಂಟಿಗ್ರೇಟೆಡ್ ಟೌನ್‌ಶಿಪ್' ನಿರ್ಮಾಣ ಮಾಡಲು ಕ್ರಮ ಕೈಗೊಳ್ಳಬೇಕೆಂದು ನಗರಾಭಿವೃದ್ಧಿ ಹಾಗೂ ಯೋಜನಾ ಇಲಾಖೆ ಸಚಿವ ಬಿ. ಎಸ್. ಸುರೇಶ (ಬೈರತಿ) ಅವರು ನಗರಾಭಿವೃದ್ಧಿ ಇಲಾಖೆ ಅಧಿಕಾರಿಗಳಿಗೆ ಸೂಚಿಸಿದರು. xyxy=(478,655,615,727)
tender-body: . ಮೂಲಕ ಮಾಹಿತಿ ಪಡೆಯಬಹುದು ಅಥವಾ ಈ ಕೆಳಗೆ ಸಹಿ ಮಾಡಿದವರನ್ನು ಕಛೇರಿ ಸಮಯದಲ್ಲಿ ಸಂಪರ್ಕಿಸಬಹುದು. ಟೆಂಡರ್‌ಗಳನ್ನು ಸ್ವೀಕರಿಸುವ ಅಧಿಕಾರಿಯು ಯಾವುದೇ ಕಾರಣ ನೀಡದೆ ಯಾವುದೇ ಟೆಂಡರ್‌ಗಳನ್ನು ಅಥವಾ ಎಲ್ಲಾ ಟೆಂಡರ್‌ಗಳನ್ನು ತಿರಸ್ಕರಿಸುವ ಅಧಿಕಾರವನ್ನು ಹೊಂದಿರುತ್ತಾರೆ. ತಿದ್ದುಪಡಿ ಪ್ರಕಟಣೆ ಹೊರಡಿಸಿದಲ್ಲಿ ಇ-ಪೋರ್ಟಲ್ ವೆಬ್‌ಸೈಟ್‌ನಲ್ಲಿ ಪ್ರಕಟಿಸಲಾಗುವುದು. xyxy=(410,1177,605,1229)
